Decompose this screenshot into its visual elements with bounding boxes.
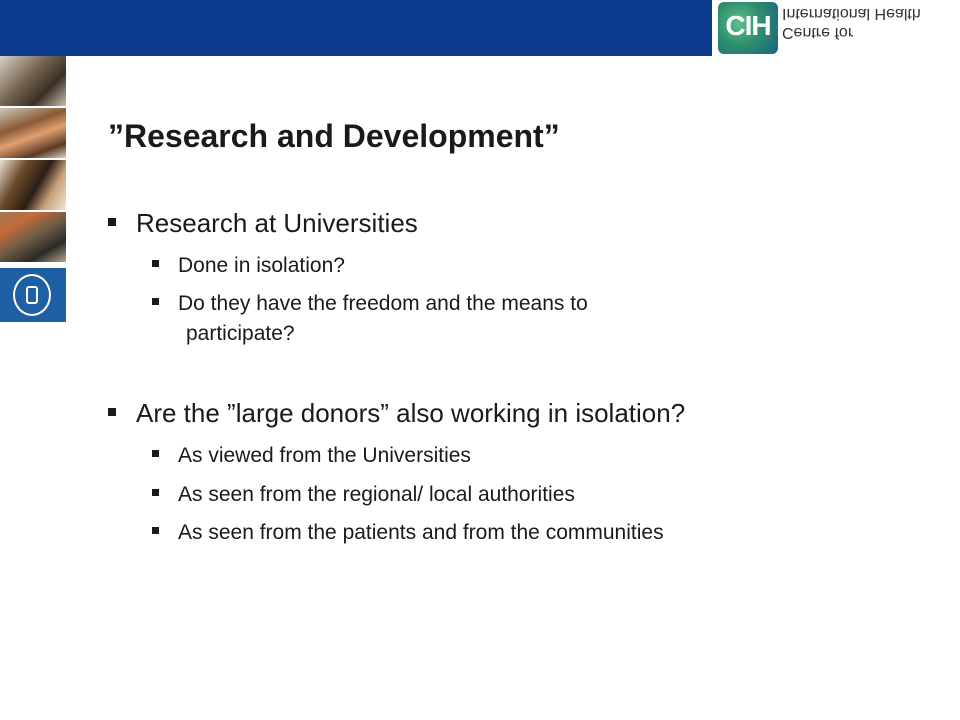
university-seal (0, 268, 66, 322)
bullet-text: Do they have the freedom and the means to (178, 292, 588, 315)
bullet-research-universities (108, 208, 418, 239)
logo-letters: CIH (725, 10, 771, 41)
bullet-large-donors (108, 398, 685, 429)
sub-bullet (152, 479, 575, 511)
photo-image (0, 212, 66, 262)
bullet-continuation: participate? (186, 322, 295, 345)
photo-strip (0, 56, 66, 322)
sub-bullet (152, 250, 345, 282)
bullet-text: Research at Universities (136, 208, 418, 238)
bullet-text: Are the ”large donors” also working in isolation? (136, 398, 686, 428)
sub-bullet (152, 440, 471, 472)
bullet-marker (152, 489, 159, 496)
bullet-marker (108, 218, 116, 226)
photo-image (0, 160, 66, 210)
slide-title: ”Research and Development” (108, 118, 560, 154)
seal-emblem (26, 286, 38, 304)
bullet-text: As viewed from the Universities (178, 444, 471, 467)
bullet-text: As seen from the patients and from the communities (178, 521, 664, 544)
bullet-marker (152, 260, 159, 267)
sub-bullet (152, 517, 664, 549)
bullet-text: Done in isolation? (178, 254, 345, 277)
bullet-marker (152, 527, 159, 534)
photo-image (0, 56, 66, 106)
photo-image (0, 108, 66, 158)
cih-logo (712, 0, 960, 56)
logo-line-1: Centre for (782, 24, 854, 41)
bullet-marker (108, 408, 116, 416)
university-seal-icon (13, 274, 51, 316)
logo-text (782, 4, 958, 42)
bullet-marker (152, 298, 159, 305)
logo-line-2: International Health (782, 5, 921, 22)
sub-bullet (152, 288, 588, 320)
bullet-text: As seen from the regional/ local authorities (178, 483, 575, 506)
bullet-marker (152, 450, 159, 457)
